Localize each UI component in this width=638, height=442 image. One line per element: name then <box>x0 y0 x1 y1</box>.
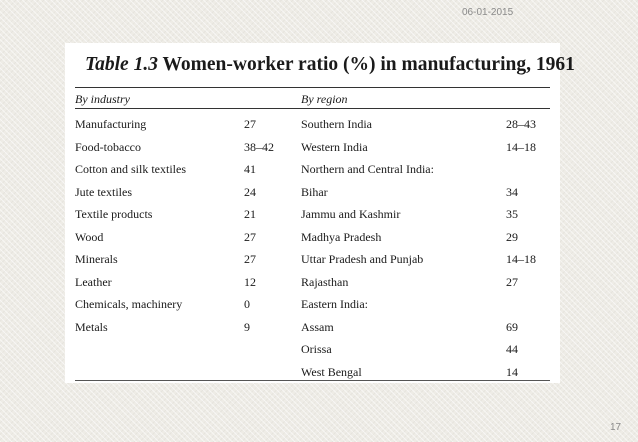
region-name: Rajasthan <box>301 274 349 289</box>
slide-date: 06-01-2015 <box>462 7 514 18</box>
region-name: Uttar Pradesh and Punjab <box>301 252 424 266</box>
industry-name: Metals <box>75 319 108 334</box>
industry-name: Leather <box>75 274 112 289</box>
region-value: 14–18 <box>506 139 536 154</box>
industry-value: 21 <box>244 207 256 221</box>
region-name: Madhya Pradesh <box>301 229 382 244</box>
table-row <box>75 316 550 339</box>
table-row <box>75 181 550 204</box>
table-row <box>75 158 550 181</box>
table-title <box>85 53 575 77</box>
table-row <box>75 136 550 159</box>
region-value: 35 <box>506 207 518 221</box>
industry-value: 12 <box>244 274 256 289</box>
region-name: Bihar <box>301 184 328 199</box>
industry-value: 24 <box>244 184 256 199</box>
table-row <box>75 113 550 136</box>
region-value: 14–18 <box>506 252 536 266</box>
table-row <box>75 248 550 271</box>
region-value: 14 <box>506 364 518 379</box>
industry-value: 41 <box>244 162 256 176</box>
column-header-industry: By industry <box>75 92 130 106</box>
region-name: Orissa <box>301 342 332 356</box>
industry-name: Food-tobacco <box>75 139 141 154</box>
region-value: 28–43 <box>506 117 536 131</box>
region-value: 29 <box>506 229 518 244</box>
table-row <box>75 271 550 294</box>
table-title-number: Table 1.3 <box>85 54 158 75</box>
industry-name: Wood <box>75 229 104 244</box>
region-name: West Bengal <box>301 364 362 379</box>
industry-name: Chemicals, machinery <box>75 297 183 311</box>
region-name: Western India <box>301 139 368 154</box>
table-header-rule <box>75 108 550 109</box>
region-name: Southern India <box>301 117 372 131</box>
industry-name: Textile products <box>75 207 153 221</box>
table-row <box>75 226 550 249</box>
industry-name: Minerals <box>75 252 118 266</box>
industry-name: Manufacturing <box>75 117 147 131</box>
column-header-region: By region <box>301 92 348 106</box>
table-body <box>75 113 550 383</box>
industry-value: 27 <box>244 229 256 244</box>
region-value: 69 <box>506 319 518 334</box>
region-value: 44 <box>506 342 518 356</box>
table-panel <box>65 43 575 383</box>
table-bottom-rule <box>75 380 550 381</box>
table-title-text: Women-worker ratio (%) in manufacturing, 1961 <box>162 54 575 75</box>
region-name: Northern and Central India: <box>301 162 434 176</box>
table-row <box>75 338 550 361</box>
table-row <box>75 203 550 226</box>
industry-value: 9 <box>244 319 250 334</box>
industry-name: Jute textiles <box>75 184 132 199</box>
industry-value: 0 <box>244 297 250 311</box>
industry-value: 27 <box>244 252 256 266</box>
slide-number: 17 <box>610 422 622 433</box>
region-value: 27 <box>506 274 518 289</box>
region-name: Assam <box>301 319 334 334</box>
region-value: 34 <box>506 184 518 199</box>
industry-value: 27 <box>244 117 256 131</box>
region-name: Jammu and Kashmir <box>301 207 401 221</box>
industry-name: Cotton and silk textiles <box>75 162 186 176</box>
region-name: Eastern India: <box>301 297 368 311</box>
industry-value: 38–42 <box>244 139 274 154</box>
table-row <box>75 293 550 316</box>
table-top-rule <box>75 87 550 88</box>
